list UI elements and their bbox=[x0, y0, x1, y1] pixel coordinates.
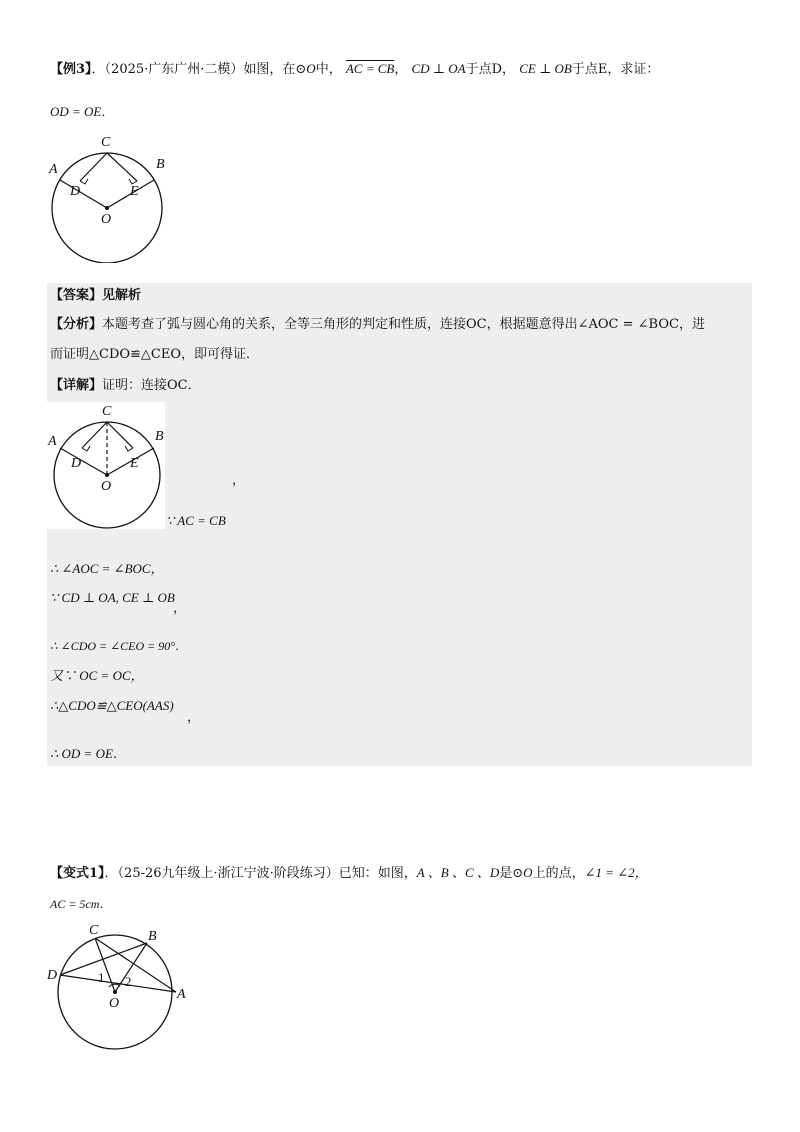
label-d: D bbox=[70, 184, 81, 199]
label-a: A bbox=[48, 434, 57, 449]
label-b: B bbox=[148, 929, 157, 944]
example3-line2 bbox=[50, 103, 114, 122]
step2-text: ∴ ∠AOC = ∠BOC， bbox=[50, 561, 164, 576]
detail-line bbox=[50, 377, 201, 395]
step7 bbox=[50, 745, 126, 763]
label-a: A bbox=[49, 162, 58, 177]
figure-circle-1 bbox=[40, 128, 180, 263]
comma-after-figure bbox=[232, 472, 245, 490]
step1 bbox=[166, 512, 226, 530]
label-e: E bbox=[130, 184, 139, 199]
variant-on: 上的点， bbox=[532, 866, 585, 881]
separator: ， bbox=[394, 62, 408, 77]
label-c: C bbox=[102, 404, 112, 419]
label-o: O bbox=[101, 212, 112, 227]
answer-text: 【答案】见解析 bbox=[50, 288, 142, 303]
arc-equation: AC = CB bbox=[345, 61, 395, 76]
step2 bbox=[50, 560, 164, 578]
detail-tag: 【详解】 bbox=[50, 378, 103, 393]
angle-equation: ∠1 = ∠2， bbox=[584, 865, 648, 880]
example-source: ．（2025·广东广州·二模）如图，在 bbox=[91, 62, 296, 77]
step6-text: ∴△CDO≌△CEO(AAS) bbox=[50, 698, 174, 713]
variant-mid: 是 bbox=[499, 866, 513, 881]
detail-text: 证明：连接OC． bbox=[102, 378, 201, 393]
label-c: C bbox=[89, 923, 99, 938]
variant1-line2 bbox=[50, 895, 111, 913]
step7-text: ∴ OD = OE． bbox=[50, 746, 126, 761]
variant-points: A 、B 、C 、D bbox=[416, 865, 500, 880]
foot-d-text: 于点D， bbox=[465, 62, 516, 77]
comma: ， bbox=[232, 473, 246, 488]
step6 bbox=[50, 697, 174, 715]
given-value: AC = 5cm bbox=[50, 897, 100, 911]
step5 bbox=[50, 667, 144, 685]
step1-text: ∵ AC = CB bbox=[166, 513, 226, 528]
analysis-text2: 而证明△CDO≌△CEO，即可得证． bbox=[50, 347, 260, 362]
circle-o: ⊙O bbox=[295, 61, 316, 76]
label-o: O bbox=[101, 479, 112, 494]
variant1-line1 bbox=[50, 864, 648, 883]
angle-2-label: 2 bbox=[125, 974, 132, 989]
label-b: B bbox=[155, 429, 164, 444]
step6-end bbox=[187, 709, 200, 727]
foot-e-text: 于点E，求证： bbox=[571, 62, 660, 77]
analysis-line2 bbox=[50, 346, 259, 364]
step6-comma: ， bbox=[187, 710, 201, 725]
analysis-text1: 本题考查了弧与圆心角的关系，全等三角形的判定和性质，连接OC，根据题意得出∠AOC = ∠BOC，进 bbox=[102, 317, 705, 332]
example-tag: 【例3】 bbox=[50, 62, 92, 77]
label-b: B bbox=[156, 157, 165, 172]
variant-tag: 【变式1】 bbox=[50, 866, 105, 881]
answer-label bbox=[50, 287, 141, 305]
text-mid: 中， bbox=[315, 62, 342, 77]
goal-end: ． bbox=[101, 105, 115, 120]
angle-1-label: 1 bbox=[98, 970, 105, 985]
condition-ce-ob: CE ⊥ OB bbox=[519, 61, 572, 76]
analysis-line1 bbox=[50, 316, 705, 334]
step4-text: ∴ ∠CDO = ∠CEO = 90°． bbox=[50, 639, 188, 653]
step3-text: ∵ CD ⊥ OA, CE ⊥ OB bbox=[50, 590, 175, 605]
variant-source: ．（25-26九年级上·浙江宁波·阶段练习）已知：如图， bbox=[104, 866, 417, 881]
step3 bbox=[50, 589, 175, 607]
label-d: D bbox=[71, 456, 82, 471]
step5-text: 又∵ OC = OC， bbox=[50, 668, 144, 683]
step3-end bbox=[173, 600, 186, 618]
goal-equation: OD = OE bbox=[50, 104, 102, 119]
figure-circle-3 bbox=[40, 920, 200, 1060]
circle-o: ⊙O bbox=[512, 865, 533, 880]
given-end: ． bbox=[99, 897, 112, 911]
label-o: O bbox=[109, 996, 120, 1011]
label-c: C bbox=[101, 135, 111, 150]
analysis-tag: 【分析】 bbox=[50, 317, 103, 332]
label-e: E bbox=[130, 456, 139, 471]
example3-line1 bbox=[50, 60, 659, 79]
step4 bbox=[50, 637, 187, 655]
label-d: D bbox=[47, 968, 58, 983]
condition-cd-oa: CD ⊥ OA bbox=[411, 61, 466, 76]
step3-comma: ， bbox=[173, 601, 187, 616]
figure-circle-2 bbox=[40, 400, 180, 532]
label-a: A bbox=[177, 987, 186, 1002]
